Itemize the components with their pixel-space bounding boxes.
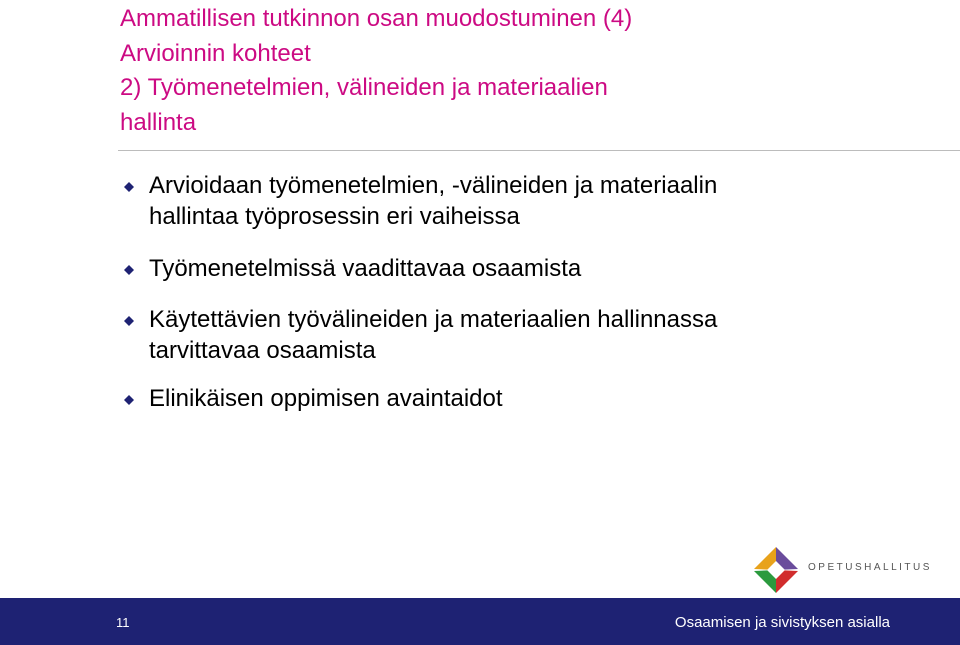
- logo-wordmark: OPETUSHALLITUS: [808, 562, 932, 573]
- diamond-bullet-icon: [124, 182, 134, 192]
- footer-bar: [0, 598, 960, 645]
- diamond-bullet-icon: [124, 316, 134, 326]
- bullet-4-line-1: Elinikäisen oppimisen avaintaidot: [149, 385, 503, 412]
- bullet-3-line-1: Käytettävien työvälineiden ja materiaalien hallinnassa: [149, 306, 718, 333]
- diamond-bullet-icon: [124, 395, 134, 405]
- title-line-4: hallinta: [120, 108, 197, 136]
- bullet-2-line-1: Työmenetelmissä vaadittavaa osaamista: [149, 255, 582, 282]
- bullet-1-line-1: Arvioidaan työmenetelmien, -välineiden ja materiaalin: [149, 172, 718, 199]
- diamond-bullet-icon: [124, 265, 134, 275]
- footer-tagline: Osaamisen ja sivistyksen asialla: [674, 614, 890, 631]
- title-divider: [118, 150, 960, 151]
- title-line-2: Arvioinnin kohteet: [120, 39, 311, 67]
- slide-title: [120, 2, 632, 140]
- bullet-1-line-2: hallintaa työprosessin eri vaiheissa: [149, 203, 520, 230]
- opetushallitus-logo-icon: [752, 546, 800, 594]
- title-line-3: 2) Työmenetelmien, välineiden ja materiaalien: [120, 74, 608, 101]
- title-line-1: Ammatillisen tutkinnon osan muodostuminen (4): [120, 5, 633, 32]
- bullet-3-line-2: tarvittavaa osaamista: [149, 337, 376, 364]
- page-number: 11: [116, 615, 130, 630]
